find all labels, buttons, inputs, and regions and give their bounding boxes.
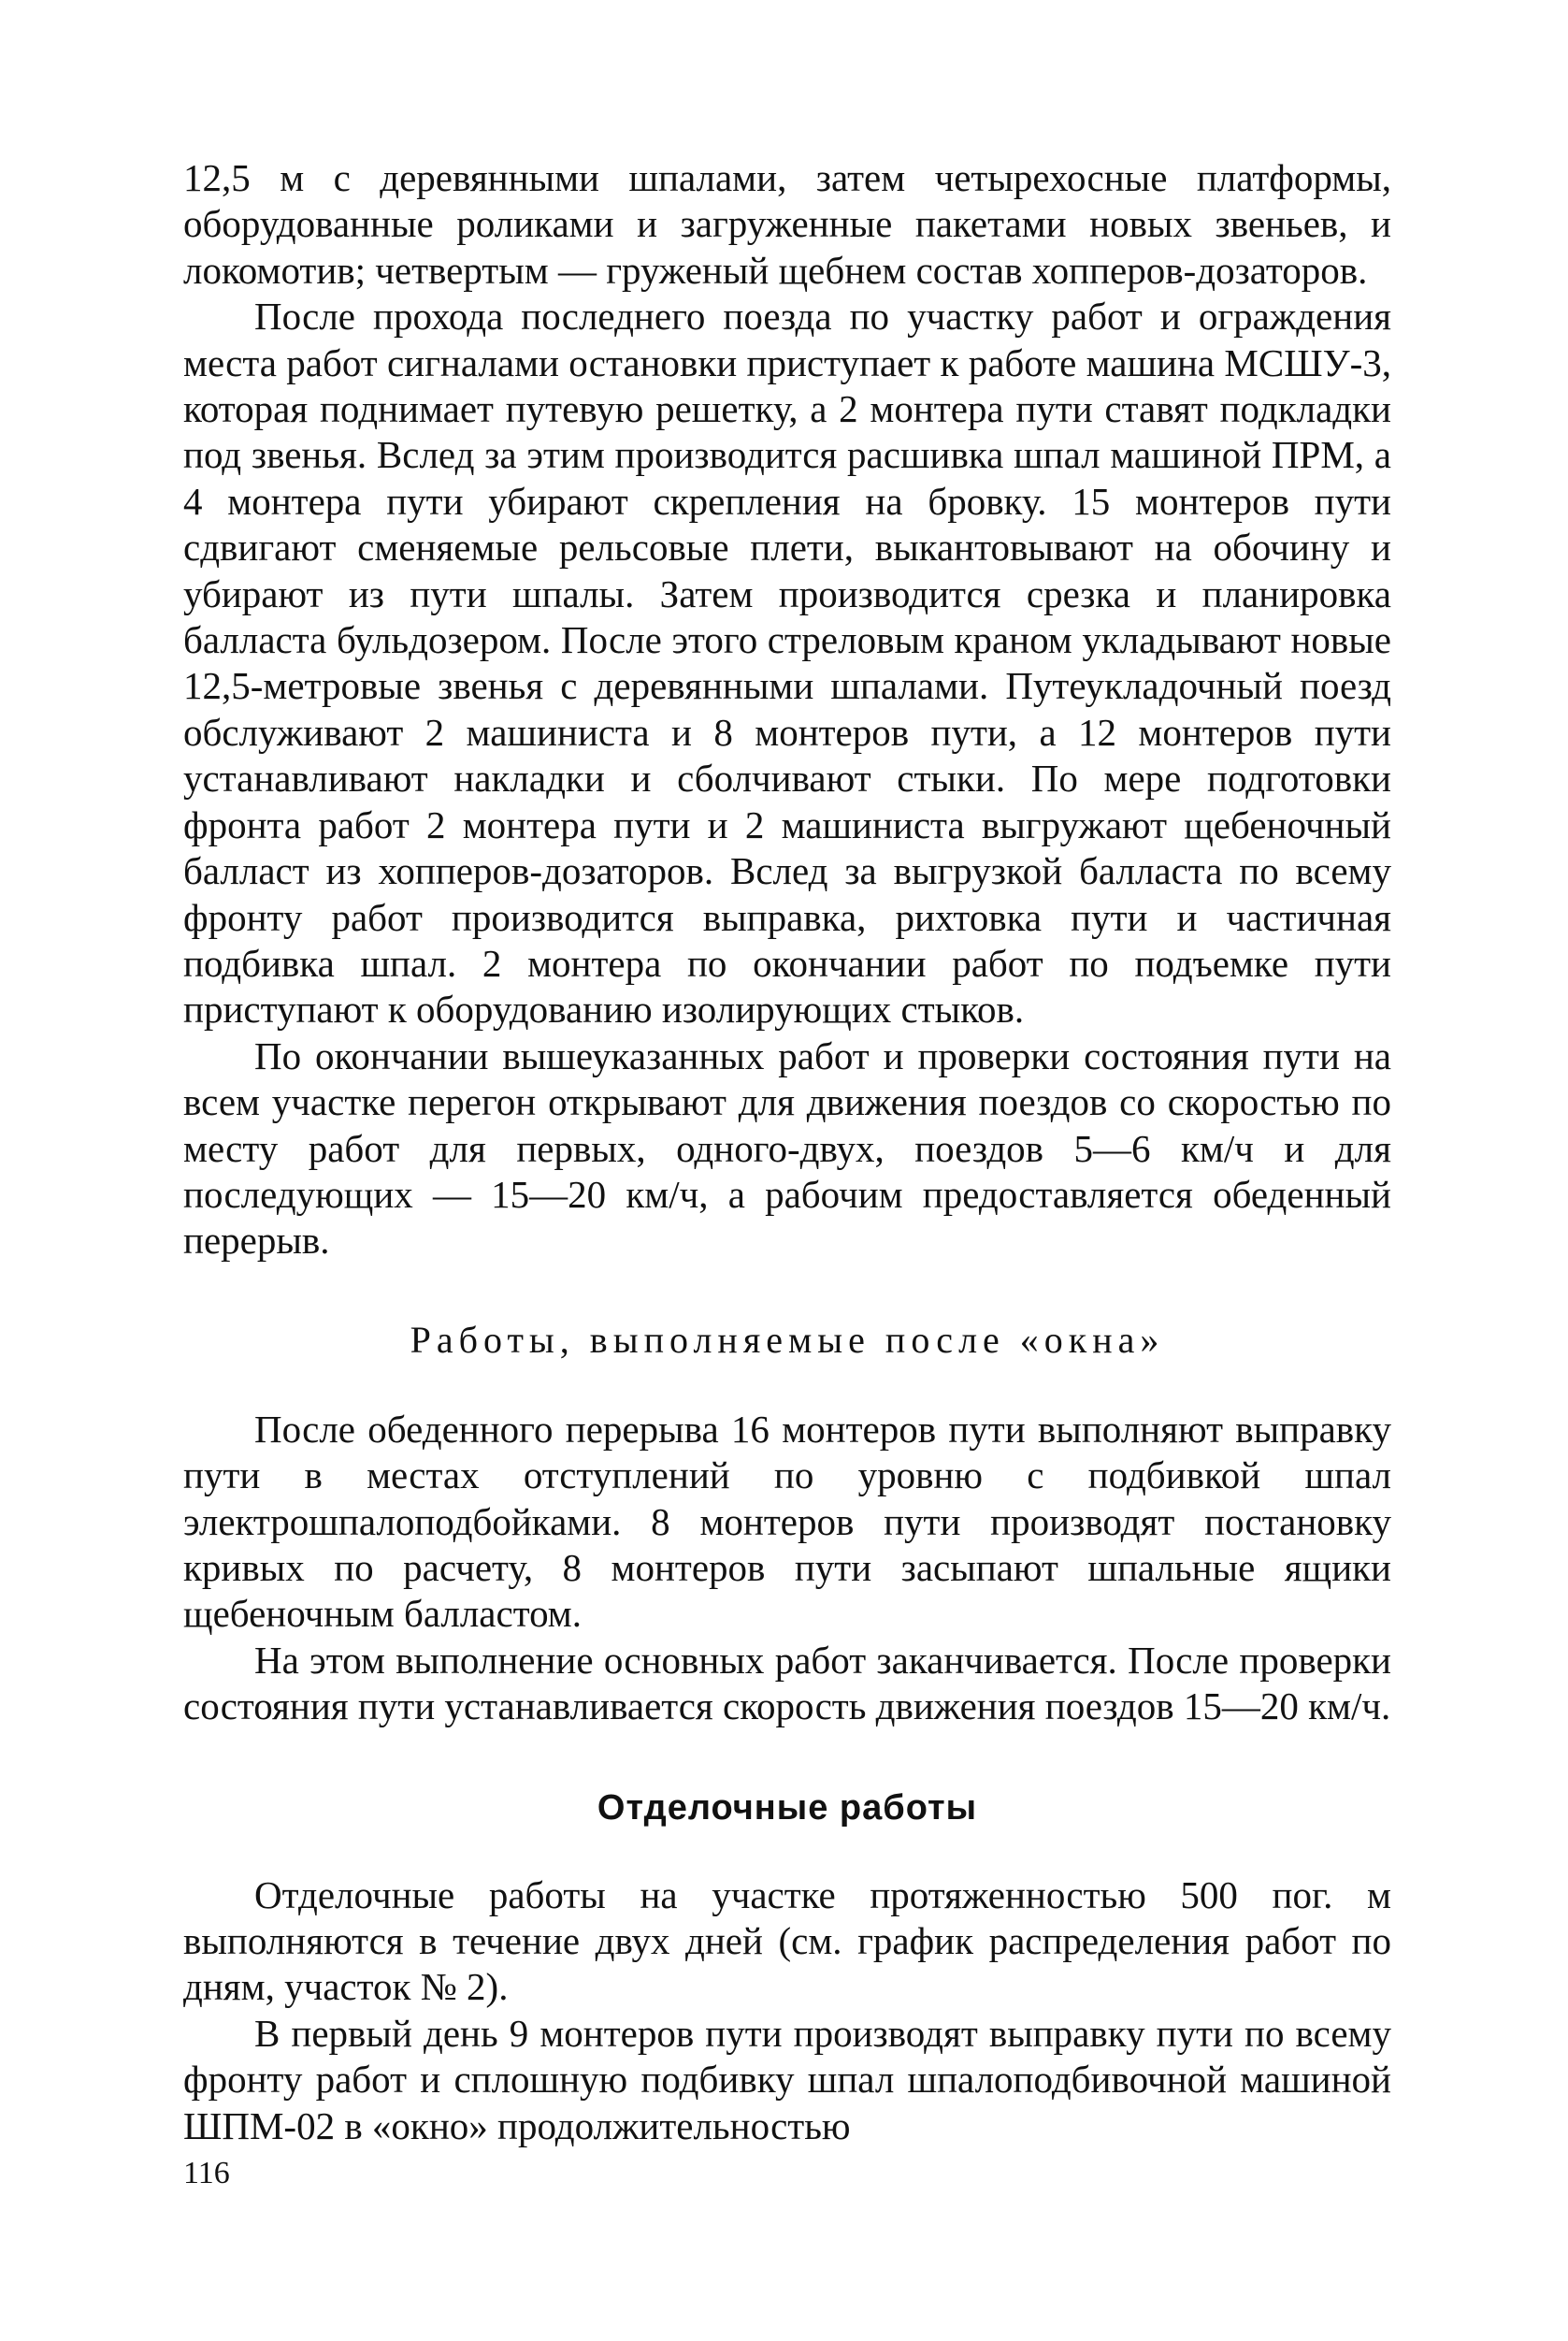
paragraph-first-day: В первый день 9 монтеров пути производят выправку пути по всему фронту работ и сплошную подбивку шпал шпалоподбивочной машиной ШПМ-02 в «окно» продолжительностью	[183, 2011, 1391, 2147]
page-body	[183, 155, 1391, 2149]
section-heading-after-window: Работы, выполняемые после «окна»	[410, 1318, 1165, 1361]
paragraph-finishing-duration: Отделочные работы на участке протяженностью 500 пог. м выполняются в течение двух дней (см. график распределения работ по дням, участок № 2).	[183, 1872, 1391, 2009]
paragraph-continued: 12,5 м с деревянными шпалами, затем четырехосные платформы, оборудованные роликами и загруженные пакетами новых звеньев, и локомотив; четвертым — груженый щебнем состав хопперов-дозаторов.	[183, 156, 1391, 292]
paragraph-msshu-work: После прохода последнего поезда по участку работ и ограждения места работ сигналами остановки приступает к работе машина МСШУ-3, которая поднимает путевую решетку, а 2 монтера пути ставят подкладки под звенья. Вслед за этим производится расшивка шпал машиной ПРМ, а 4 монтера пути убирают скрепления на бровку. 15 монтеров пути сдвигают сменяемые рельсовые плети, выкантовывают на обочину и убирают из пути шпалы. Затем производится срезка и планировка балласта бульдозером. После этого стреловым краном укладывают новые 12,5-метровые звенья с деревянными шпалами. Путеукладочный поезд обслуживают 2 машиниста и 8 монтеров пути, а 12 монтеров пути устанавливают накладки и сболчивают стыки. По мере подготовки фронта работ 2 монтера пути и 2 машиниста выгружают щебеночный балласт из хопперов-дозаторов. Вслед за выгрузкой балласта по всему фронту работ производится выправка, рихтовка пути и частичная подбивка шпал. 2 монтера по окончании работ по подъемке пути приступают к оборудованию изолирующих стыков.	[183, 295, 1391, 1032]
page-number: 116	[183, 2156, 230, 2190]
paragraph-opening-traffic: По окончании вышеуказанных работ и проверки состояния пути на всем участке перегон открывают для движения поездов со скоростью по месту работ для первых, одного-двух, поездов 5—6 км/ч и для последующих — 15—20 км/ч, а рабочим предоставляется обеденный перерыв.	[183, 1033, 1391, 1263]
section-heading-finishing-works: Отделочные работы	[597, 1787, 978, 1828]
paragraph-after-lunch: После обеденного перерыва 16 монтеров пути выполняют выправку пути в местах отступлений по уровню с подбивкой шпал электрошпалоподбойками. 8 монтеров пути производят постановку кривых по расчету, 8 монтеров пути засыпают шпальные ящики щебеночным балластом.	[183, 1407, 1391, 1636]
paragraph-main-works-end: На этом выполнение основных работ заканчивается. После проверки состояния пути устанавливается скорость движения поездов 15—20 км/ч.	[183, 1638, 1391, 1728]
